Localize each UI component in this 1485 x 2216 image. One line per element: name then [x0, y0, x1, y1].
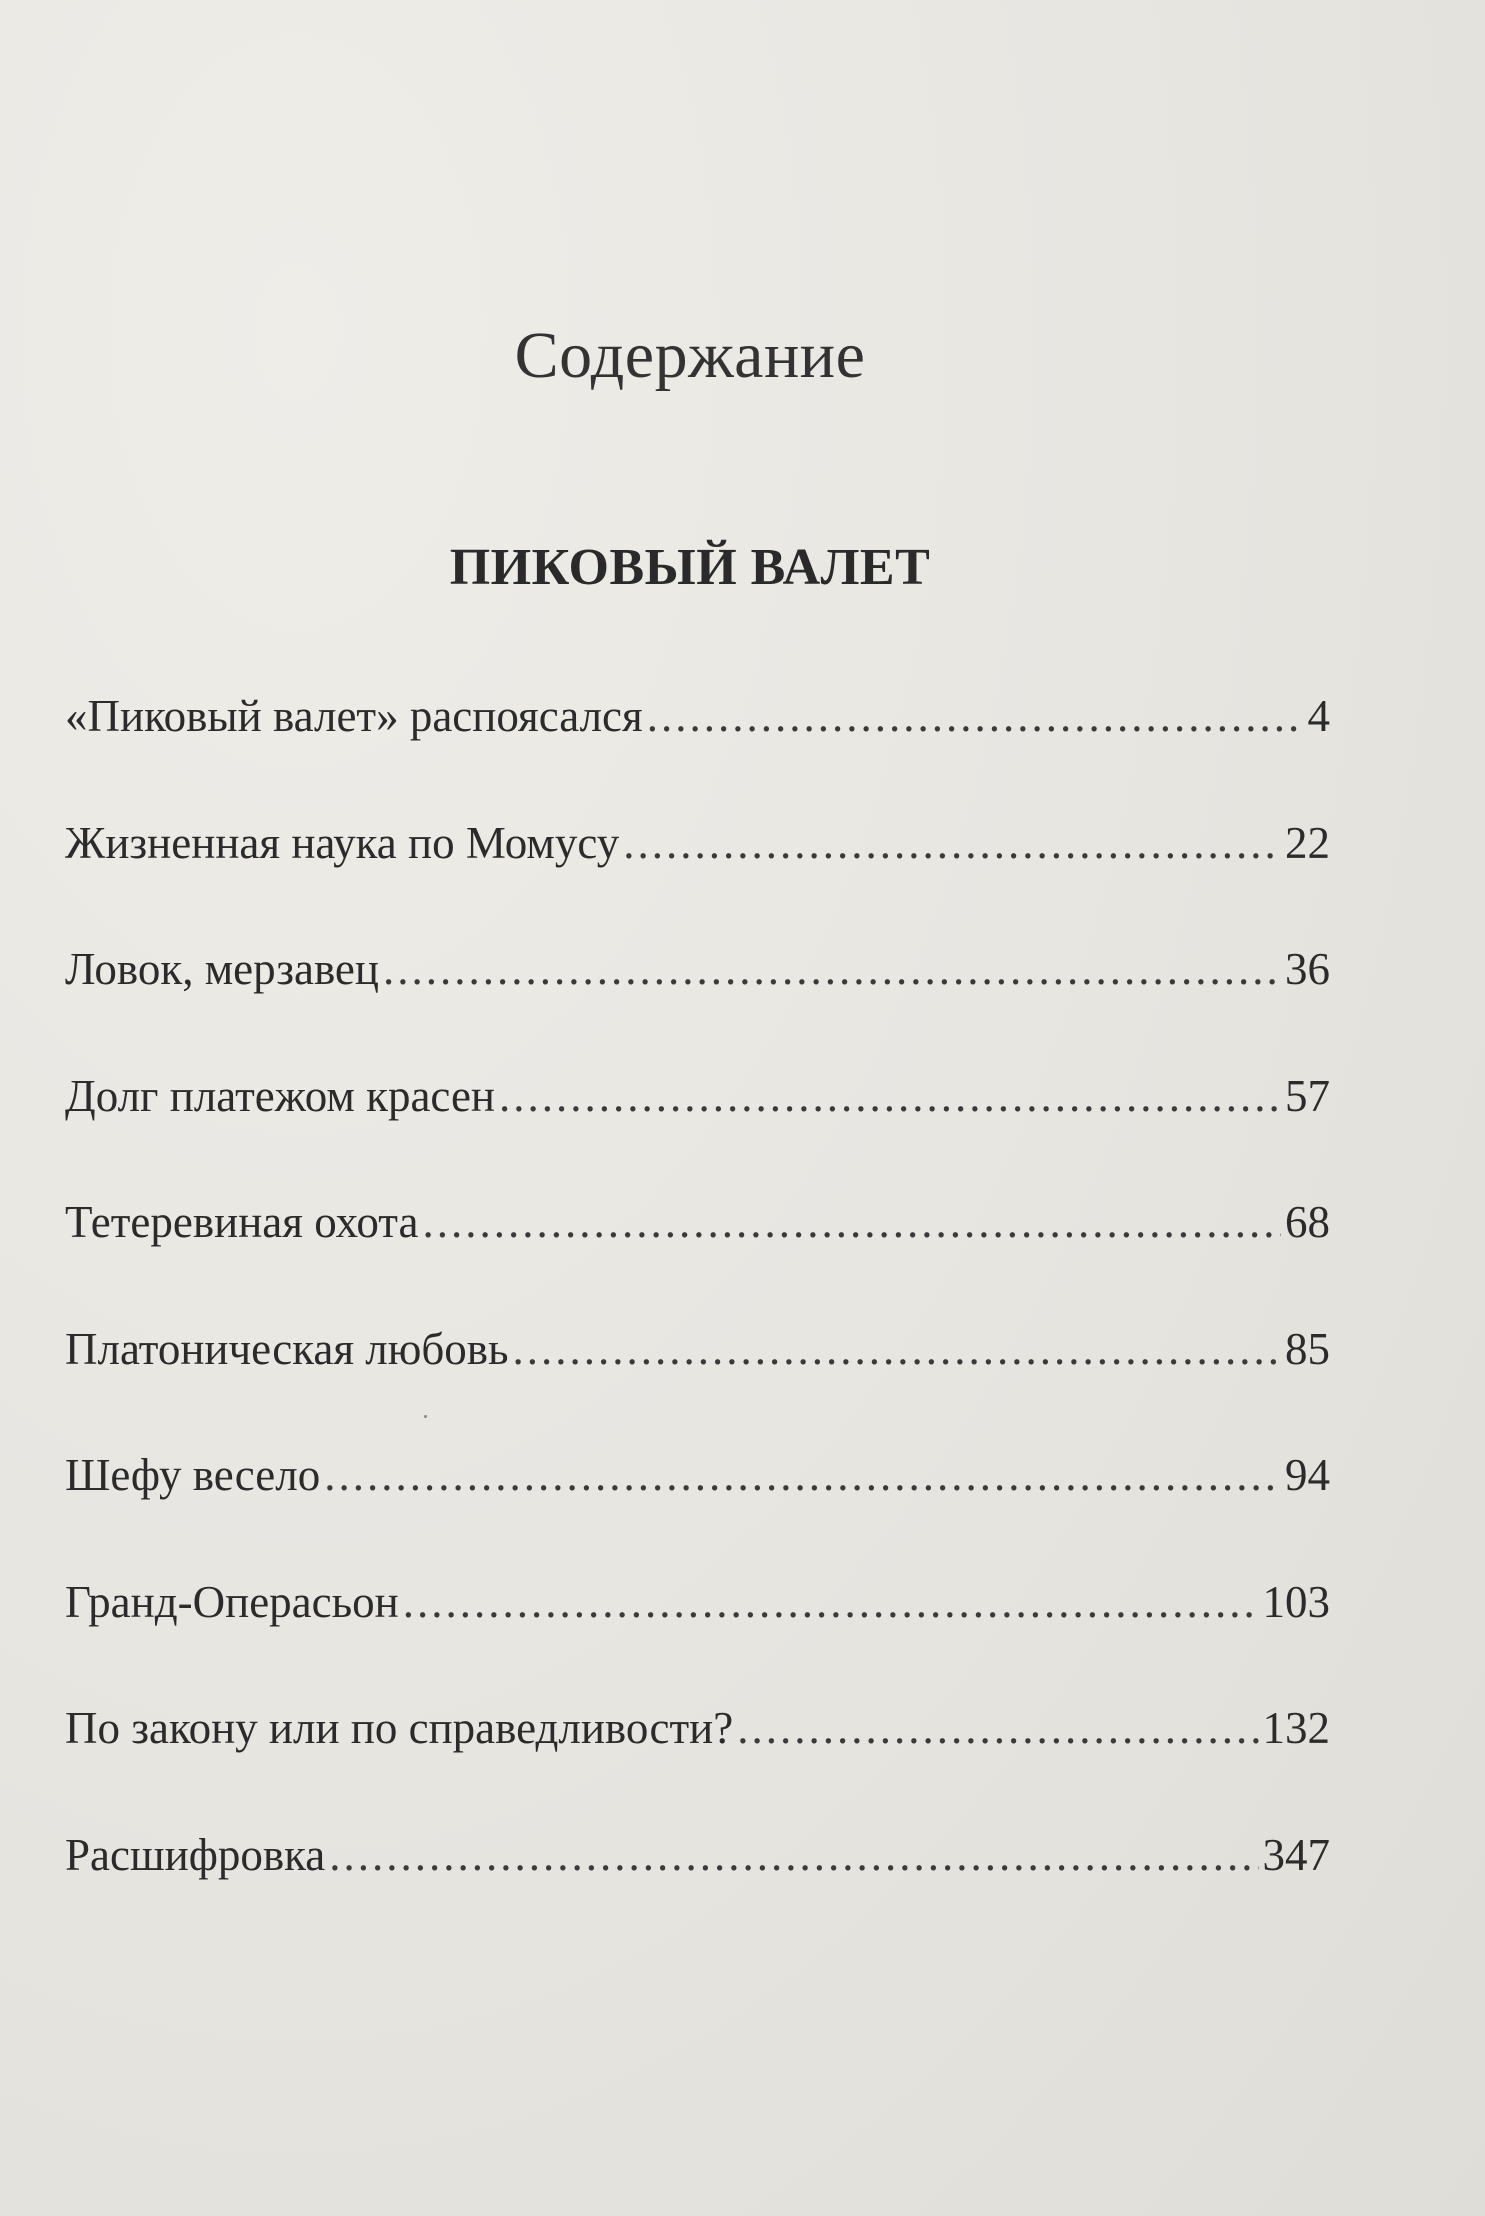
toc-entry-page: 57 [1285, 1070, 1330, 1121]
dot-leader [647, 690, 1304, 742]
toc-entry-page: 36 [1285, 944, 1330, 994]
dot-leader [513, 1323, 1281, 1375]
dot-leader [499, 1070, 1281, 1122]
toc-entry-title: Жизненная наука по Момусу [65, 817, 620, 868]
toc-entry [65, 690, 1330, 817]
toc-entry-title: Тетеревиная охота [65, 1197, 419, 1247]
toc-entry-page: 103 [1262, 1576, 1330, 1627]
dot-leader [422, 1196, 1281, 1248]
toc-entry-page: 22 [1285, 817, 1330, 868]
toc-entry-title: Расшифровка [65, 1829, 326, 1880]
toc-entry [65, 1829, 1330, 1956]
toc-entry-title: Шефу весело [65, 1450, 321, 1500]
toc-entry [65, 1576, 1330, 1703]
toc-entry-page: 68 [1285, 1197, 1330, 1247]
toc-entry-page: 85 [1285, 1323, 1330, 1374]
toc-entry [65, 817, 1330, 944]
toc-entry [65, 1702, 1330, 1829]
toc-entry [65, 1070, 1330, 1197]
toc-entry-page: 347 [1262, 1829, 1330, 1880]
dot-leader [383, 943, 1281, 995]
table-of-contents [65, 690, 1330, 1955]
section-title: ПИКОВЫЙ ВАЛЕТ [449, 539, 931, 596]
toc-entry-title: Гранд-Операсьон [65, 1576, 399, 1627]
toc-entry [65, 1196, 1330, 1323]
toc-entry-title: «Пиковый валет» распоясался [65, 691, 643, 741]
toc-entry-title: Ловок, мерзавец [65, 944, 379, 994]
paper-speck [424, 1415, 427, 1418]
toc-entry [65, 943, 1330, 1070]
toc-entry [65, 1449, 1330, 1576]
page-title: Содержание [514, 319, 866, 392]
toc-entry-page: 94 [1285, 1450, 1330, 1500]
toc-entry-title: Платоническая любовь [65, 1323, 509, 1374]
dot-leader [324, 1449, 1281, 1501]
dot-leader [623, 817, 1281, 869]
toc-entry-title: По закону или по справедливости? [65, 1703, 734, 1753]
toc-entry-page: 4 [1307, 691, 1330, 741]
toc-entry-page: 132 [1262, 1703, 1330, 1753]
dot-leader [403, 1576, 1259, 1628]
toc-entry [65, 1323, 1330, 1450]
dot-leader [737, 1702, 1258, 1754]
dot-leader [329, 1829, 1258, 1881]
toc-entry-title: Долг платежом красен [65, 1070, 496, 1121]
